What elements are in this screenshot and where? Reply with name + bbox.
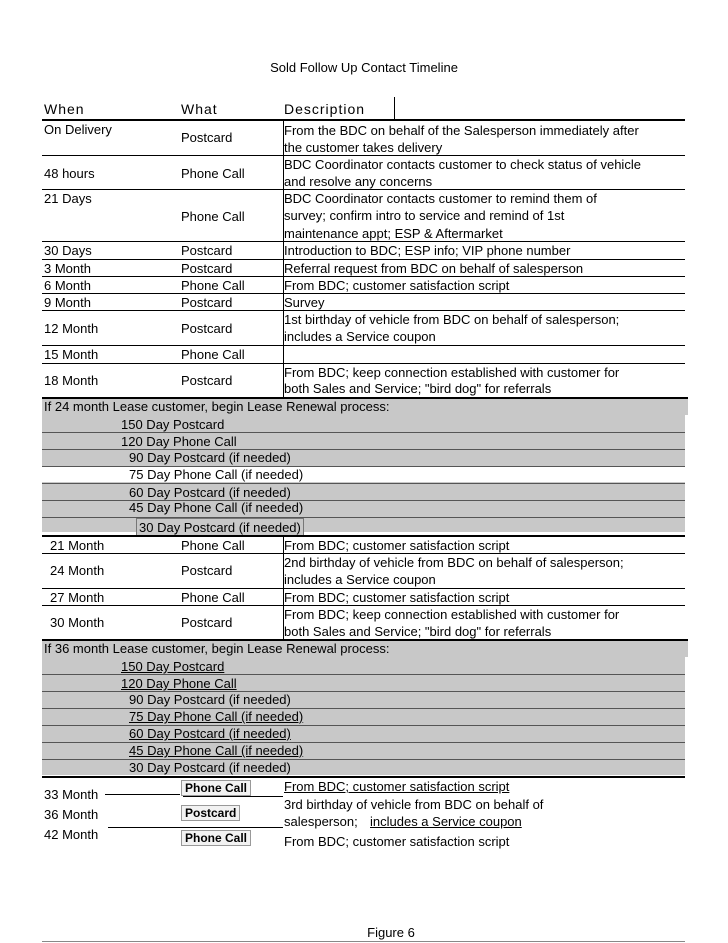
row-when: 18 Month bbox=[44, 373, 99, 388]
row-desc: salesperson; bbox=[284, 814, 358, 829]
row-desc: includes a Service coupon bbox=[284, 572, 436, 587]
row-desc: both Sales and Service; "bird dog" for referrals bbox=[284, 624, 552, 639]
row-desc: includes a Service coupon bbox=[284, 329, 436, 344]
connector-line bbox=[183, 796, 283, 797]
row-what: Postcard bbox=[181, 563, 233, 578]
row-desc: Referral request from BDC on behalf of salesperson bbox=[284, 261, 584, 276]
lease-36-item: 90 Day Postcard (if needed) bbox=[129, 692, 291, 707]
row-desc: From BDC; customer satisfaction script bbox=[284, 779, 510, 794]
row-what: Phone Call bbox=[181, 590, 245, 605]
connector-line bbox=[108, 827, 283, 828]
row-desc: From BDC; keep connection established with customer for bbox=[284, 365, 620, 380]
row-desc: BDC Coordinator contacts customer to check status of vehicle bbox=[284, 157, 641, 172]
row-when: 30 Days bbox=[44, 243, 92, 258]
row-desc: From BDC; customer satisfaction script bbox=[284, 834, 510, 849]
row-what: Phone Call bbox=[181, 166, 245, 181]
row-divider bbox=[42, 293, 685, 294]
row-desc: From BDC; customer satisfaction script bbox=[284, 590, 510, 605]
row-when: 9 Month bbox=[44, 295, 91, 310]
header-what: What bbox=[181, 101, 218, 117]
row-what: Postcard bbox=[181, 373, 233, 388]
row-when: On Delivery bbox=[44, 122, 112, 137]
lease-24-item: 120 Day Phone Call bbox=[121, 434, 237, 449]
row-what: Postcard bbox=[181, 805, 240, 821]
row-what: Phone Call bbox=[181, 830, 251, 846]
lease-24-item: 30 Day Postcard (if needed) bbox=[136, 518, 304, 537]
row-what: Postcard bbox=[181, 243, 233, 258]
row-when: 48 hours bbox=[44, 166, 95, 181]
row-what: Phone Call bbox=[181, 780, 251, 796]
lease-36-heading: If 36 month Lease customer, begin Lease Renewal process: bbox=[44, 641, 390, 656]
lease-36-item: 75 Day Phone Call (if needed) bbox=[129, 709, 304, 724]
row-what: Phone Call bbox=[181, 347, 245, 362]
row-what: Postcard bbox=[181, 615, 233, 630]
row-desc: 2nd birthday of vehicle from BDC on behalf of salesperson; bbox=[284, 555, 624, 570]
connector-line bbox=[105, 794, 180, 795]
row-when: 15 Month bbox=[44, 347, 99, 362]
row-when: 33 Month bbox=[44, 787, 99, 802]
lease-36-item: 45 Day Phone Call (if needed) bbox=[129, 743, 304, 758]
lease-36-item: 150 Day Postcard bbox=[121, 659, 225, 674]
lease-36-item: 30 Day Postcard (if needed) bbox=[129, 760, 291, 775]
header-description: Description bbox=[284, 101, 366, 117]
row-desc: includes a Service coupon bbox=[370, 814, 522, 829]
row-what: Phone Call bbox=[181, 538, 245, 553]
lease-36-item: 60 Day Postcard (if needed) bbox=[129, 726, 291, 741]
header-divider bbox=[394, 97, 395, 119]
row-desc: Survey bbox=[284, 295, 325, 310]
row-desc: 3rd birthday of vehicle from BDC on behalf of bbox=[284, 797, 544, 812]
lease-24-item: 75 Day Phone Call (if needed) bbox=[129, 467, 304, 482]
page-title: Sold Follow Up Contact Timeline bbox=[270, 60, 458, 75]
lease-36-item: 120 Day Phone Call bbox=[121, 676, 237, 691]
lease-24-heading: If 24 month Lease customer, begin Lease Renewal process: bbox=[44, 399, 390, 414]
header-rule bbox=[42, 119, 685, 121]
lease-24-item: 150 Day Postcard bbox=[121, 417, 225, 432]
row-divider bbox=[42, 345, 685, 346]
figure-caption: Figure 6 bbox=[367, 925, 415, 940]
row-desc: From BDC; keep connection established with customer for bbox=[284, 607, 620, 622]
row-when: 6 Month bbox=[44, 278, 91, 293]
row-when: 21 Days bbox=[44, 191, 92, 206]
footer-rule bbox=[42, 941, 685, 942]
row-desc: From BDC; customer satisfaction script bbox=[284, 278, 510, 293]
row-what: Phone Call bbox=[181, 278, 245, 293]
row-what: Phone Call bbox=[181, 209, 245, 224]
row-when: 24 Month bbox=[50, 563, 105, 578]
header-when: When bbox=[44, 101, 85, 117]
row-what: Postcard bbox=[181, 321, 233, 336]
row-desc: 1st birthday of vehicle from BDC on behalf of salesperson; bbox=[284, 312, 620, 327]
row-what: Postcard bbox=[181, 130, 233, 145]
row-when: 12 Month bbox=[44, 321, 99, 336]
row-desc: From BDC; customer satisfaction script bbox=[284, 538, 510, 553]
row-desc: and resolve any concerns bbox=[284, 174, 433, 189]
column-divider bbox=[283, 120, 284, 397]
row-what: Postcard bbox=[181, 295, 233, 310]
row-desc: survey; confirm intro to service and remind of 1st bbox=[284, 208, 565, 223]
lease-24-item: 60 Day Postcard (if needed) bbox=[129, 485, 291, 500]
row-when: 42 Month bbox=[44, 827, 99, 842]
row-desc: maintenance appt; ESP & Aftermarket bbox=[284, 226, 503, 241]
row-when: 27 Month bbox=[50, 590, 105, 605]
row-when: 3 Month bbox=[44, 261, 91, 276]
row-desc: the customer takes delivery bbox=[284, 140, 443, 155]
lease-24-item: 45 Day Phone Call (if needed) bbox=[129, 500, 304, 515]
row-when: 21 Month bbox=[50, 538, 105, 553]
row-desc: From the BDC on behalf of the Salesperson immediately after bbox=[284, 123, 639, 138]
column-divider bbox=[283, 536, 284, 639]
row-when: 30 Month bbox=[50, 615, 105, 630]
row-desc: BDC Coordinator contacts customer to remind them of bbox=[284, 191, 597, 206]
lease-24-item: 90 Day Postcard (if needed) bbox=[129, 450, 291, 465]
row-what: Postcard bbox=[181, 261, 233, 276]
row-when: 36 Month bbox=[44, 807, 99, 822]
row-desc: both Sales and Service; "bird dog" for referrals bbox=[284, 381, 552, 396]
row-desc: Introduction to BDC; ESP info; VIP phone number bbox=[284, 243, 571, 258]
